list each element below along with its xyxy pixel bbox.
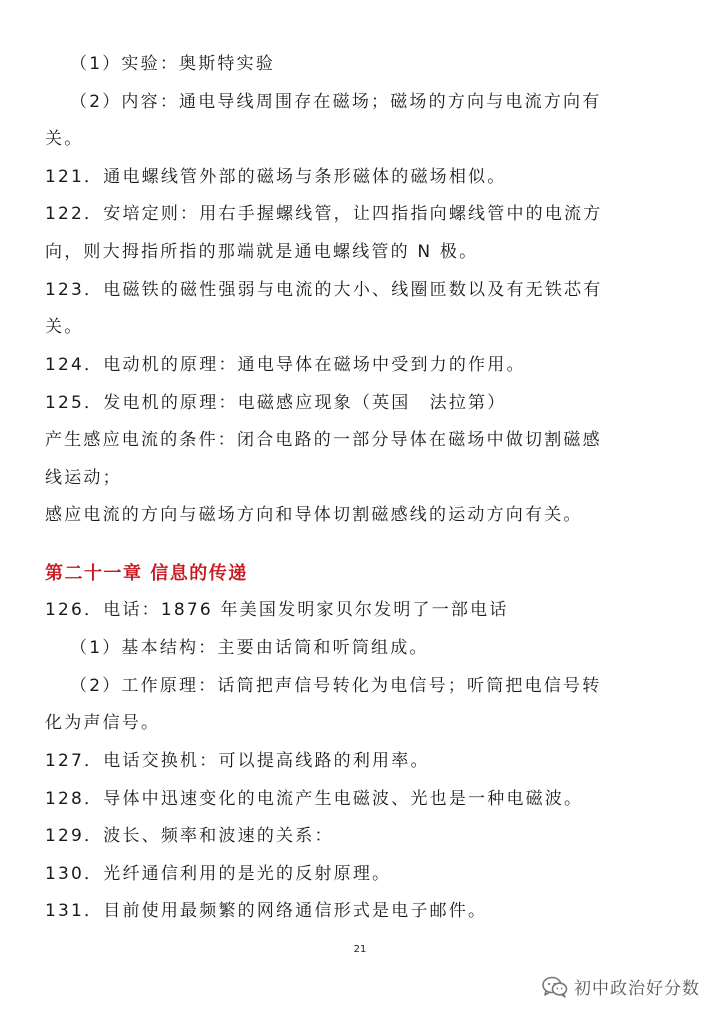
- text-line: 125．发电机的原理：电磁感应现象（英国 法拉第）: [45, 393, 507, 413]
- text-line: 124．电动机的原理：通电导体在磁场中受到力的作用。: [45, 355, 526, 375]
- text-line: 131．目前使用最频繁的网络通信形式是电子邮件。: [45, 901, 488, 921]
- text-line: 126．电话：1876 年美国发明家贝尔发明了一部电话: [45, 600, 509, 620]
- text-line: 关。: [45, 129, 84, 149]
- wechat-icon: [542, 976, 568, 998]
- text-line: （2）工作原理：话筒把声信号转化为电信号；听筒把电信号转: [70, 676, 602, 696]
- chapter-heading: 第二十一章 信息的传递: [45, 563, 248, 584]
- text-line: 关。: [45, 317, 84, 337]
- text-line: 121．通电螺线管外部的磁场与条形磁体的磁场相似。: [45, 167, 507, 187]
- text-line: （1）基本结构：主要由话筒和听筒组成。: [70, 638, 429, 658]
- watermark: [542, 974, 700, 999]
- text-line: （2）内容：通电导线周围存在磁场；磁场的方向与电流方向有: [70, 92, 602, 112]
- text-line: 产生感应电流的条件：闭合电路的一部分导体在磁场中做切割磁感: [45, 430, 602, 450]
- text-line: 130．光纤通信利用的是光的反射原理。: [45, 864, 392, 884]
- text-line: 感应电流的方向与磁场方向和导体切割磁感线的运动方向有关。: [45, 505, 583, 525]
- text-line: 化为声信号。: [45, 713, 161, 733]
- text-line: 向，则大拇指所指的那端就是通电螺线管的 N 极。: [45, 242, 479, 262]
- text-line: 122．安培定则：用右手握螺线管，让四指指向螺线管中的电流方: [45, 204, 603, 224]
- text-line: 128．导体中迅速变化的电流产生电磁波、光也是一种电磁波。: [45, 789, 584, 809]
- text-line: 线运动；: [45, 468, 122, 488]
- text-line: 129．波长、频率和波速的关系：: [45, 826, 334, 846]
- page-number: 21: [353, 944, 367, 955]
- text-line: 123．电磁铁的磁性强弱与电流的大小、线圈匝数以及有无铁芯有: [45, 280, 603, 300]
- watermark-text: 初中政治好分数: [574, 979, 700, 999]
- text-line: 127．电话交换机：可以提高线路的利用率。: [45, 751, 430, 771]
- text-line: （1）实验：奥斯特实验: [70, 54, 276, 74]
